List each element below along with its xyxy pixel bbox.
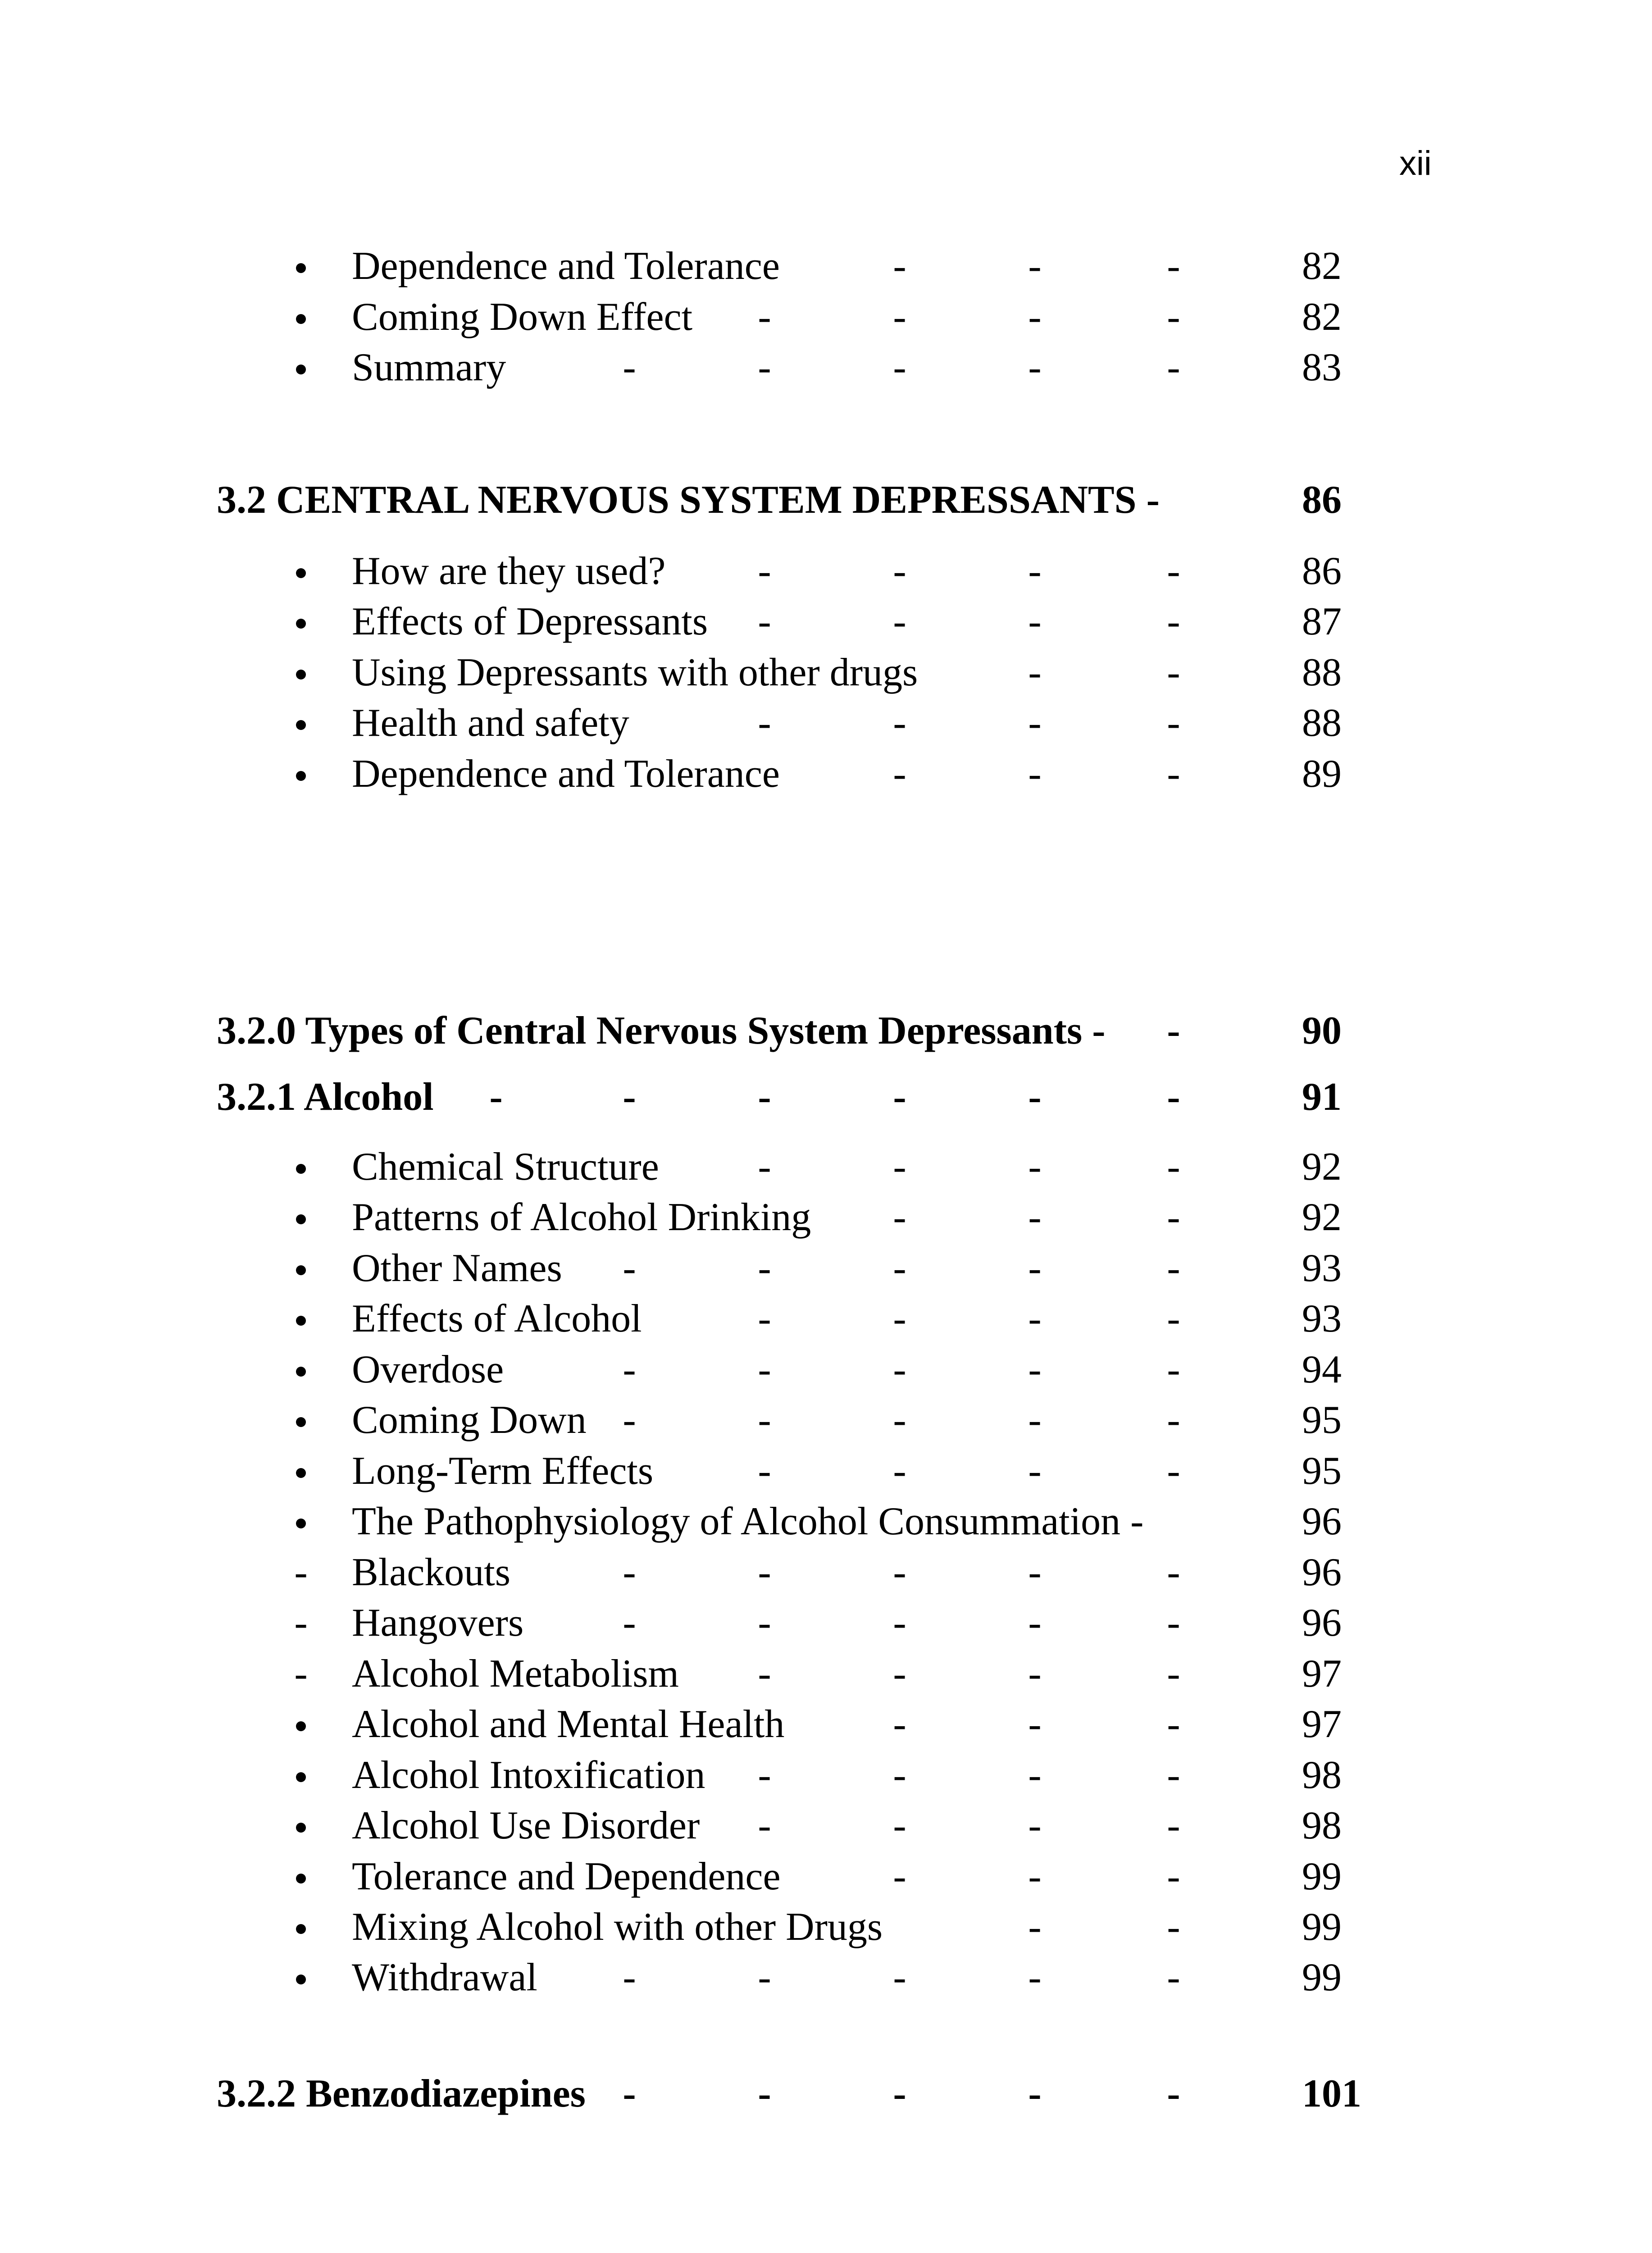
entry-page-number: 92 — [1302, 1145, 1342, 1189]
toc-heading — [0, 1006, 1652, 1056]
leader-dash: - — [758, 1297, 771, 1341]
leader-dash: - — [1167, 1195, 1180, 1239]
entry-label: Mixing Alcohol with other Drugs — [352, 1905, 883, 1949]
leader-dash: - — [758, 1075, 771, 1119]
entry-page-number: 82 — [1302, 244, 1342, 288]
entry-label: 3.2 CENTRAL NERVOUS SYSTEM DEPRESSANTS - — [217, 478, 1160, 522]
toc-entry — [0, 1902, 1652, 1952]
leader-dash: - — [1028, 1905, 1042, 1949]
toc-entry — [0, 1496, 1652, 1547]
entry-page-number: 94 — [1302, 1348, 1342, 1391]
leader-dash: - — [1028, 1246, 1042, 1290]
leader-dash: - — [623, 1956, 636, 1999]
leader-dash: - — [1028, 1855, 1042, 1898]
leader-dash: - — [1167, 701, 1180, 745]
entry-label: Summary — [352, 346, 506, 389]
leader-dash: - — [1167, 295, 1180, 339]
entry-label: Alcohol and Mental Health — [352, 1702, 785, 1746]
bullet-icon — [283, 1345, 319, 1395]
entry-page-number: 89 — [1302, 752, 1342, 796]
leader-dash: - — [758, 1956, 771, 1999]
leader-dash: - — [1167, 1652, 1180, 1696]
leader-dash: - — [1028, 1348, 1042, 1391]
leader-dash: - — [758, 1804, 771, 1847]
entry-label: Effects of Depressants — [352, 600, 708, 643]
leader-dash: - — [623, 1551, 636, 1594]
bullet-icon — [283, 1902, 319, 1952]
entry-page-number: 95 — [1302, 1398, 1342, 1442]
bullet-icon — [283, 1142, 319, 1192]
leader-dash: - — [1167, 651, 1180, 694]
leader-dash: - — [1028, 1551, 1042, 1594]
entry-page-number: 82 — [1302, 295, 1342, 339]
leader-dash: - — [758, 1652, 771, 1696]
leader-dash: - — [893, 752, 906, 796]
leader-dash: - — [1167, 1145, 1180, 1189]
leader-dash: - — [1167, 1855, 1180, 1898]
bullet-icon — [283, 1952, 319, 2003]
entry-label: Patterns of Alcohol Drinking — [352, 1195, 811, 1239]
toc-entry — [0, 241, 1652, 292]
bullet-icon — [283, 342, 319, 393]
leader-dash: - — [1028, 1753, 1042, 1797]
leader-dash: - — [758, 600, 771, 643]
leader-dash: - — [1028, 651, 1042, 694]
entry-page-number: 87 — [1302, 600, 1342, 643]
leader-dash: - — [1028, 549, 1042, 593]
leader-dash: - — [623, 2072, 636, 2116]
leader-dash: - — [1167, 346, 1180, 389]
leader-dash: - — [1028, 1956, 1042, 1999]
entry-label: Alcohol Intoxification — [352, 1753, 705, 1797]
bullet-icon — [283, 1852, 319, 1902]
leader-dash: - — [1167, 1702, 1180, 1746]
bullet-icon — [283, 648, 319, 698]
leader-dash: - — [893, 1297, 906, 1341]
toc-entry — [0, 1649, 1652, 1699]
leader-dash: - — [1167, 1601, 1180, 1645]
entry-label: Effects of Alcohol — [352, 1297, 642, 1341]
leader-dash: - — [893, 2072, 906, 2116]
bullet-icon — [283, 1699, 319, 1750]
leader-dash: - — [758, 701, 771, 745]
entry-page-number: 101 — [1302, 2072, 1361, 2116]
leader-dash: - — [893, 701, 906, 745]
leader-dash: - — [1028, 1449, 1042, 1493]
leader-dash: - — [1028, 295, 1042, 339]
leader-dash: - — [1167, 1804, 1180, 1847]
entry-label: The Pathophysiology of Alcohol Consummation - — [352, 1500, 1144, 1543]
leader-dash: - — [893, 1348, 906, 1391]
entry-label: Blackouts — [352, 1551, 510, 1594]
leader-dash: - — [1028, 752, 1042, 796]
leader-dash: - — [893, 549, 906, 593]
bullet-icon — [283, 1192, 319, 1243]
entry-page-number: 99 — [1302, 1855, 1342, 1898]
leader-dash: - — [1167, 1075, 1180, 1119]
entry-label: How are they used? — [352, 549, 666, 593]
leader-dash: - — [623, 346, 636, 389]
leader-dash: - — [1028, 1601, 1042, 1645]
leader-dash: - — [893, 1551, 906, 1594]
leader-dash: - — [893, 1804, 906, 1847]
leader-dash: - — [758, 1449, 771, 1493]
leader-dash: - — [623, 1348, 636, 1391]
bullet-icon — [283, 241, 319, 292]
leader-dash: - — [893, 1702, 906, 1746]
entry-label: Tolerance and Dependence — [352, 1855, 781, 1898]
entry-label: Overdose — [352, 1348, 504, 1391]
leader-dash: - — [893, 600, 906, 643]
entry-label: Hangovers — [352, 1601, 524, 1645]
entry-label: Dependence and Tolerance — [352, 244, 780, 288]
leader-dash: - — [1167, 1297, 1180, 1341]
entry-page-number: 97 — [1302, 1652, 1342, 1696]
leader-dash: - — [1028, 1195, 1042, 1239]
entry-page-number: 99 — [1302, 1956, 1342, 1999]
toc-entry — [0, 1192, 1652, 1243]
toc-entry — [0, 1952, 1652, 2003]
entry-page-number: 83 — [1302, 346, 1342, 389]
leader-dash: - — [758, 1348, 771, 1391]
entry-page-number: 86 — [1302, 478, 1342, 522]
entry-page-number: 92 — [1302, 1195, 1342, 1239]
toc-entry — [0, 1243, 1652, 1294]
toc-entry — [0, 698, 1652, 748]
entry-page-number: 96 — [1302, 1601, 1342, 1645]
toc-heading — [0, 1072, 1652, 1122]
entry-label: Alcohol Use Disorder — [352, 1804, 700, 1847]
leader-dash: - — [893, 1652, 906, 1696]
entry-label: Chemical Structure — [352, 1145, 659, 1189]
leader-dash: - — [758, 1246, 771, 1290]
leader-dash: - — [893, 1145, 906, 1189]
leader-dash: - — [1167, 1551, 1180, 1594]
entry-page-number: 96 — [1302, 1551, 1342, 1594]
leader-dash: - — [1028, 1652, 1042, 1696]
leader-dash: - — [758, 1753, 771, 1797]
leader-dash: - — [623, 1601, 636, 1645]
leader-dash: - — [758, 1601, 771, 1645]
entry-page-number: 98 — [1302, 1753, 1342, 1797]
leader-dash: - — [1028, 1297, 1042, 1341]
leader-dash: - — [893, 1601, 906, 1645]
toc-entry — [0, 749, 1652, 799]
toc-entry — [0, 1294, 1652, 1344]
entry-label: 3.2.2 Benzodiazepines — [217, 2072, 586, 2116]
bullet-icon — [283, 749, 319, 799]
leader-dash: - — [893, 346, 906, 389]
bullet-icon — [283, 597, 319, 647]
toc-entry — [0, 1699, 1652, 1750]
entry-page-number: 91 — [1302, 1075, 1342, 1119]
bullet-icon — [283, 1294, 319, 1344]
toc-entry — [0, 1598, 1652, 1648]
leader-dash: - — [893, 295, 906, 339]
toc-entry — [0, 342, 1652, 393]
leader-dash: - — [623, 1075, 636, 1119]
leader-dash: - — [893, 1449, 906, 1493]
leader-dash: - — [758, 346, 771, 389]
leader-dash: - — [1167, 1398, 1180, 1442]
leader-dash: - — [893, 1956, 906, 1999]
entry-label: 3.2.0 Types of Central Nervous System Depressants - — [217, 1009, 1106, 1053]
leader-dash: - — [1167, 1753, 1180, 1797]
entry-page-number: 95 — [1302, 1449, 1342, 1493]
entry-page-number: 99 — [1302, 1905, 1342, 1949]
dash-marker: - — [294, 1601, 308, 1645]
leader-dash: - — [893, 1753, 906, 1797]
leader-dash: - — [1167, 244, 1180, 288]
toc-entry — [0, 1345, 1652, 1395]
leader-dash: - — [1167, 600, 1180, 643]
leader-dash: - — [893, 1246, 906, 1290]
entry-page-number: 86 — [1302, 549, 1342, 593]
entry-label: 3.2.1 Alcohol — [217, 1075, 434, 1119]
toc-entry — [0, 546, 1652, 597]
leader-dash: - — [893, 244, 906, 288]
toc-entry — [0, 1142, 1652, 1192]
leader-dash: - — [1028, 701, 1042, 745]
entry-page-number: 90 — [1302, 1009, 1342, 1053]
entry-label: Health and safety — [352, 701, 629, 745]
entry-page-number: 93 — [1302, 1246, 1342, 1290]
bullet-icon — [283, 292, 319, 342]
toc-entry — [0, 1547, 1652, 1598]
entry-label: Coming Down Effect — [352, 295, 693, 339]
bullet-icon — [283, 1801, 319, 1851]
entry-page-number: 93 — [1302, 1297, 1342, 1341]
leader-dash: - — [758, 295, 771, 339]
leader-dash: - — [1028, 1702, 1042, 1746]
leader-dash: - — [1167, 2072, 1180, 2116]
bullet-icon — [283, 1496, 319, 1547]
leader-dash: - — [758, 1145, 771, 1189]
bullet-icon — [283, 1446, 319, 1496]
dash-marker: - — [294, 1551, 308, 1594]
leader-dash: - — [1028, 346, 1042, 389]
entry-label: Coming Down — [352, 1398, 587, 1442]
leader-dash: - — [1167, 752, 1180, 796]
bullet-icon — [283, 1395, 319, 1446]
entry-page-number: 96 — [1302, 1500, 1342, 1543]
bullet-icon — [283, 1243, 319, 1294]
toc-entry — [0, 292, 1652, 342]
leader-dash: - — [1167, 1348, 1180, 1391]
entry-label: Withdrawal — [352, 1956, 537, 1999]
bullet-icon — [283, 546, 319, 597]
entry-page-number: 97 — [1302, 1702, 1342, 1746]
leader-dash: - — [1028, 2072, 1042, 2116]
entry-page-number: 88 — [1302, 651, 1342, 694]
leader-dash: - — [1167, 549, 1180, 593]
toc-entry — [0, 597, 1652, 647]
leader-dash: - — [893, 1195, 906, 1239]
entry-label: Alcohol Metabolism — [352, 1652, 679, 1696]
leader-dash: - — [758, 2072, 771, 2116]
toc-entry — [0, 1801, 1652, 1851]
entry-label: Other Names — [352, 1246, 562, 1290]
page-number: xii — [1399, 144, 1432, 182]
bullet-icon — [283, 1750, 319, 1801]
bullet-icon — [283, 698, 319, 748]
leader-dash: - — [893, 1075, 906, 1119]
leader-dash: - — [758, 1551, 771, 1594]
leader-dash: - — [1167, 1246, 1180, 1290]
leader-dash: - — [489, 1075, 503, 1119]
toc-entry — [0, 1852, 1652, 1902]
leader-dash: - — [1167, 1905, 1180, 1949]
toc-entry — [0, 1395, 1652, 1446]
dash-marker: - — [294, 1652, 308, 1696]
entry-label: Long-Term Effects — [352, 1449, 654, 1493]
toc-entry — [0, 648, 1652, 698]
leader-dash: - — [893, 1855, 906, 1898]
entry-label: Dependence and Tolerance — [352, 752, 780, 796]
leader-dash: - — [1028, 600, 1042, 643]
leader-dash: - — [1167, 1009, 1180, 1053]
toc-heading — [0, 2069, 1652, 2119]
entry-page-number: 88 — [1302, 701, 1342, 745]
leader-dash: - — [758, 549, 771, 593]
toc-heading — [0, 475, 1652, 525]
leader-dash: - — [1028, 1075, 1042, 1119]
entry-page-number: 98 — [1302, 1804, 1342, 1847]
toc-entry — [0, 1750, 1652, 1801]
leader-dash: - — [1167, 1956, 1180, 1999]
leader-dash: - — [1028, 1145, 1042, 1189]
leader-dash: - — [1167, 1449, 1180, 1493]
leader-dash: - — [1028, 244, 1042, 288]
leader-dash: - — [893, 1398, 906, 1442]
leader-dash: - — [758, 1398, 771, 1442]
leader-dash: - — [1028, 1804, 1042, 1847]
leader-dash: - — [623, 1398, 636, 1442]
entry-label: Using Depressants with other drugs — [352, 651, 918, 694]
leader-dash: - — [623, 1246, 636, 1290]
leader-dash: - — [1028, 1398, 1042, 1442]
toc-entry — [0, 1446, 1652, 1496]
